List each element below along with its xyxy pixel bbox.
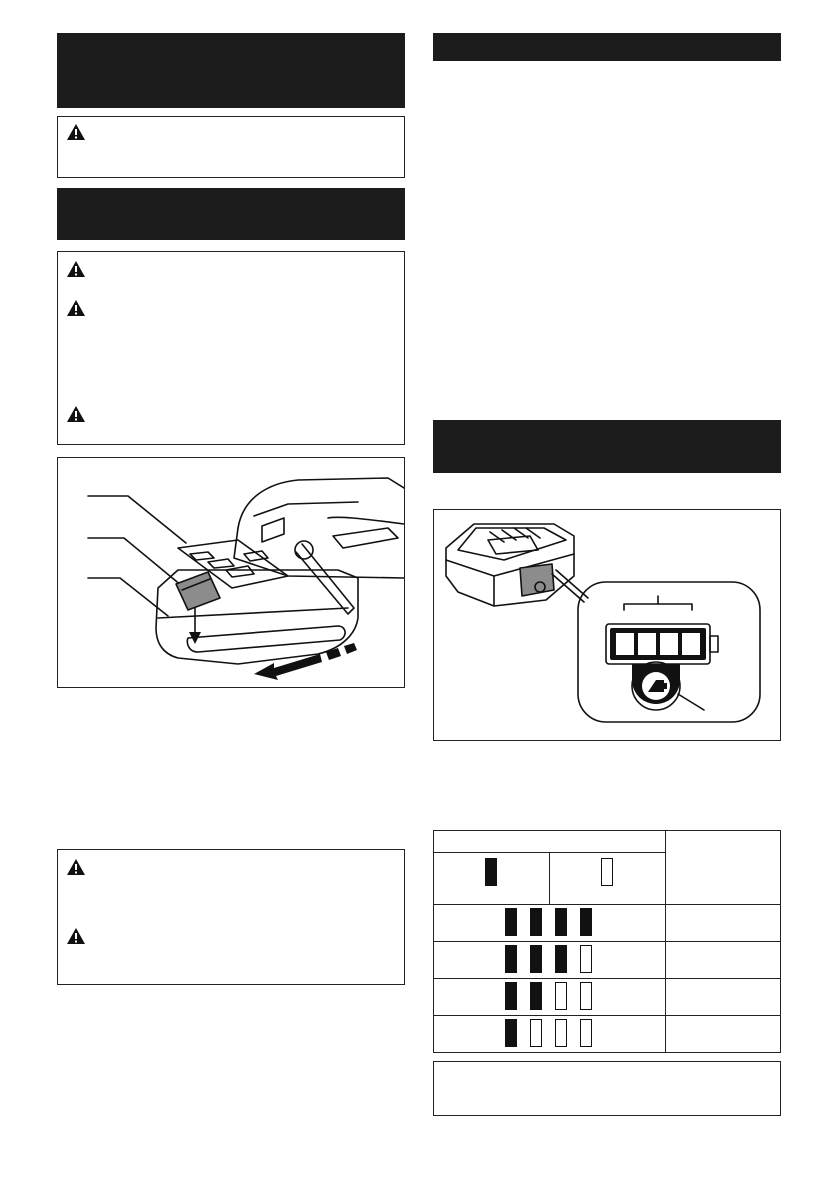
caution-box-3 [57,849,405,985]
lit-lamp [580,908,592,936]
lit-lamp [530,945,542,973]
off-lamp [580,1019,592,1047]
lit-lamp [505,908,517,936]
note-box [433,1061,781,1116]
battery-icon [646,680,667,692]
off-lamp [530,1019,542,1047]
caution-box-2 [57,251,405,445]
table-row-divider [433,1015,781,1016]
lit-lamp-legend [485,858,497,886]
table-row-divider [433,941,781,942]
section-header-bar-1 [57,33,405,108]
lit-lamp [505,1019,517,1047]
lit-lamp [505,945,517,973]
off-lamp-legend [601,858,613,886]
off-lamp [555,982,567,1010]
table-legend-divider [549,852,550,904]
battery-install-illustration [57,457,405,688]
table-row-divider [433,904,781,905]
section-header-bar-2 [57,188,405,240]
caution-box-1 [57,116,405,178]
off-lamp [580,982,592,1010]
battery-indicator-drawing [434,510,780,740]
lit-lamp [530,982,542,1010]
lit-lamp [505,982,517,1010]
table-row-divider [433,978,781,979]
indicator-lamp-table [433,830,781,1053]
section-header-bar-4 [433,420,781,473]
off-lamp [555,1019,567,1047]
lit-lamp [530,908,542,936]
lit-lamp [555,908,567,936]
section-header-bar-3 [433,33,781,61]
off-lamp [580,945,592,973]
lit-lamp [555,945,567,973]
battery-install-drawing [58,458,404,687]
battery-indicator-illustration [433,509,781,741]
